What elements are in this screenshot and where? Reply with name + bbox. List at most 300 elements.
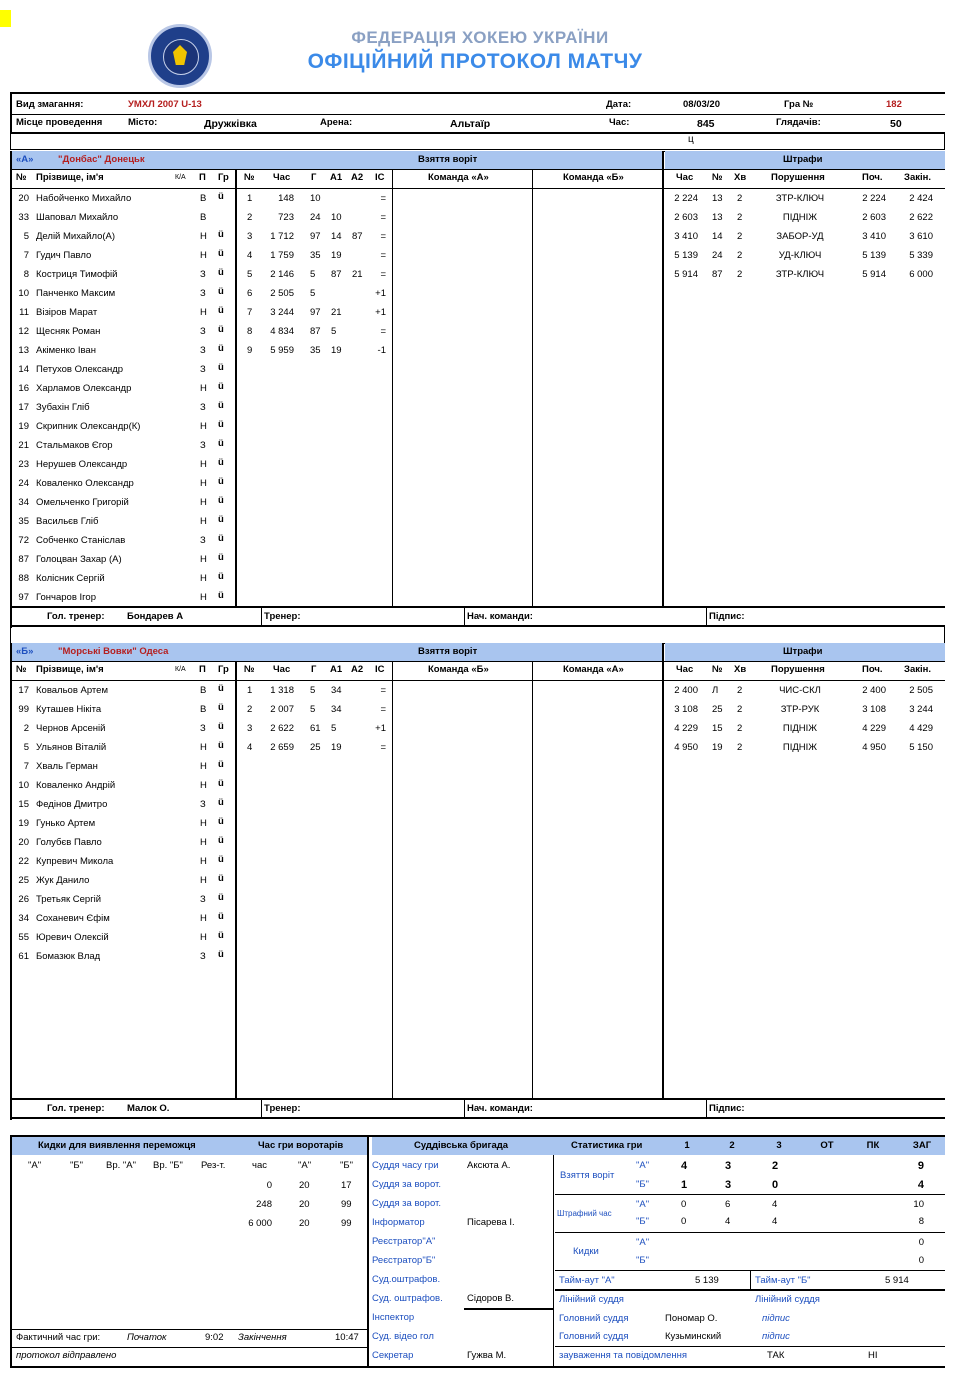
col-violation: Порушення (771, 172, 825, 183)
player-played-mark: ü (218, 362, 224, 373)
place-label: Місце проведення (16, 117, 103, 128)
competition-label: Вид змагання: (16, 99, 84, 110)
goal-time: 2 622 (270, 723, 294, 734)
goal-assist1: 34 (331, 685, 342, 696)
player-name: Харламов Олександр (36, 383, 132, 394)
divider (261, 1098, 262, 1118)
penalty-violation: ЧИС-СКЛ (779, 685, 821, 696)
head-ref-label-2: Головний суддя (559, 1331, 629, 1342)
penalty-violation: ПІДНІЖ (782, 723, 818, 734)
stat-p3: 0 (772, 1179, 779, 1191)
goal-assist1: 19 (331, 250, 342, 261)
goal-scorer: 97 (310, 307, 321, 318)
divider (12, 680, 945, 681)
referee-role: Інформатор (372, 1217, 425, 1228)
col-assist1: А1 (330, 664, 343, 675)
penalty-violation: ЗТР-КЛЮЧ (775, 193, 825, 204)
player-position: В (200, 193, 207, 204)
stat-p1: 0 (681, 1216, 687, 1227)
timeout-b-label: Тайм-аут "Б" (755, 1275, 811, 1286)
player-name: Зубахін Гліб (36, 402, 90, 413)
player-position: З (200, 440, 206, 451)
player-number: 87 (18, 554, 29, 565)
player-played-mark: ü (218, 721, 224, 732)
trainer-label: Тренер: (264, 1103, 301, 1114)
goal-scorer: 24 (310, 212, 321, 223)
goal-scorer: 35 (310, 250, 321, 261)
goal-number: 5 (247, 269, 253, 280)
timeout-b-value: 5 914 (885, 1275, 909, 1286)
player-played-mark: ü (218, 457, 224, 468)
divider (261, 606, 262, 626)
signature-1: підпис (762, 1313, 790, 1324)
shootout-col: Вр. "Б" (153, 1160, 183, 1171)
stat-total: 9 (917, 1160, 924, 1172)
player-position: Н (200, 554, 207, 565)
timeout-a-value: 5 139 (695, 1275, 719, 1286)
player-name: Федінов Дмитро (36, 799, 108, 810)
player-played-mark: ü (218, 229, 224, 240)
player-played-mark: ü (218, 305, 224, 316)
referee-role: Реєстратор"Б" (372, 1255, 436, 1266)
hockey-federation-logo-icon (148, 24, 212, 88)
goalie-a: 20 (299, 1218, 310, 1229)
remarks-yes: ТАК (767, 1350, 785, 1361)
signature-2: підпис (762, 1331, 790, 1342)
player-played-mark: ü (218, 191, 224, 202)
col-ka: К/А (175, 174, 186, 181)
period-header: 3 (776, 1140, 782, 1151)
penalty-start: 4 229 (862, 723, 886, 734)
goalie-a: 20 (299, 1199, 310, 1210)
goal-number: 6 (247, 288, 253, 299)
player-name: Юревич Олексій (36, 932, 109, 943)
player-number: 10 (18, 288, 29, 299)
col-pen-end: Закін. (904, 172, 932, 183)
goal-strength: -1 (377, 345, 386, 356)
goal-assist1: 10 (331, 212, 342, 223)
goal-strength: +1 (375, 288, 386, 299)
penalty-time: 2 224 (674, 193, 698, 204)
penalty-end: 3 610 (909, 231, 933, 242)
player-number: 15 (18, 799, 29, 810)
player-played-mark: ü (218, 873, 224, 884)
city-value: Дружківка (204, 118, 257, 130)
goal-strength: = (380, 704, 386, 715)
referee-name: Сідоров В. (467, 1293, 515, 1304)
player-name: Акіменко Іван (36, 345, 96, 356)
goal-number: 3 (247, 723, 253, 734)
col-goal-no: № (244, 172, 255, 183)
shootout-col: Рез-т. (201, 1160, 226, 1171)
corner-marker (0, 10, 11, 27)
player-played-mark: ü (218, 267, 224, 278)
player-position: Н (200, 932, 207, 943)
divider (464, 1098, 465, 1118)
head-ref-2: Кузьминский (665, 1331, 722, 1342)
head-coach-label: Гол. тренер: (47, 1103, 105, 1114)
player-played-mark: ü (218, 911, 224, 922)
player-played-mark: ü (218, 930, 224, 941)
goal-strength: = (380, 212, 386, 223)
penalty-minutes: 2 (737, 212, 743, 223)
player-played-mark: ü (218, 892, 224, 903)
player-number: 72 (18, 535, 29, 546)
player-name: Голоцван Захар (А) (36, 554, 122, 565)
player-position: Н (200, 478, 207, 489)
player-number: 99 (18, 704, 29, 715)
col-team1: Команда «Б» (428, 664, 489, 675)
goal-time: 1 712 (270, 231, 294, 242)
team-chief-label: Нач. команди: (467, 1103, 533, 1114)
referee-role: Секретар (372, 1350, 414, 1361)
penalty-minutes: 2 (737, 704, 743, 715)
player-position: З (200, 799, 206, 810)
player-number: 21 (18, 440, 29, 451)
referee-role: Суддя за ворот. (372, 1179, 441, 1190)
stat-p3: 2 (772, 1160, 779, 1172)
goal-strength: = (380, 193, 386, 204)
goalie-time-title: Час гри воротарів (258, 1140, 344, 1151)
referee-role: Інспектор (372, 1312, 415, 1323)
player-number: 34 (18, 497, 29, 508)
player-played-mark: ü (218, 778, 224, 789)
period-header: ПК (866, 1140, 880, 1151)
penalty-player: 15 (712, 723, 723, 734)
penalty-violation: ЗТР-РУК (780, 704, 820, 715)
goal-scorer: 5 (310, 685, 316, 696)
referee-role: Суддя за ворот. (372, 1198, 441, 1209)
divider (12, 169, 945, 170)
col-pen-min: Хв (734, 172, 747, 183)
divider (555, 1289, 945, 1291)
player-played-mark: ü (218, 248, 224, 259)
goal-number: 2 (247, 212, 253, 223)
signature-label: Підпис: (709, 611, 745, 622)
referee-role: Суддя часу гри (372, 1160, 439, 1171)
player-name: Коваленко Андрій (36, 780, 116, 791)
col-pen-time: Час (676, 172, 694, 183)
penalty-end: 2 424 (909, 193, 933, 204)
player-played-mark: ü (218, 702, 224, 713)
player-name: Ульянов Віталій (36, 742, 107, 753)
player-number: 22 (18, 856, 29, 867)
city-label: Місто: (128, 117, 158, 128)
player-position: Н (200, 250, 207, 261)
divider (464, 606, 465, 626)
arena-label: Арена: (320, 117, 353, 128)
player-name: Панченко Максим (36, 288, 116, 299)
stat-team: "А" (636, 1160, 650, 1171)
goalie-b: 99 (341, 1218, 352, 1229)
goalie-b: 99 (341, 1199, 352, 1210)
penalty-end: 5 150 (909, 742, 933, 753)
player-number: 23 (18, 459, 29, 470)
goalie-time: 0 (266, 1180, 272, 1191)
goal-assist1: 21 (331, 307, 342, 318)
col-pen-start: Поч. (862, 172, 883, 183)
col-ic: ІС (375, 664, 385, 675)
protocol-title: ОФІЦІЙНИЙ ПРОТОКОЛ МАТЧУ (307, 50, 643, 73)
col-name: Прізвище, ім'я (36, 172, 104, 183)
player-number: 5 (23, 231, 29, 242)
player-position: Н (200, 383, 207, 394)
penalty-end: 6 000 (909, 269, 933, 280)
col-pen-no: № (712, 172, 723, 183)
divider (10, 1117, 945, 1119)
player-name: Скрипник Олександр(К) (36, 421, 141, 432)
player-position: З (200, 402, 206, 413)
stat-total: 0 (918, 1255, 924, 1266)
divider (662, 643, 664, 1098)
player-position: В (200, 704, 207, 715)
player-position: З (200, 288, 206, 299)
divider (750, 1270, 751, 1289)
player-number: 33 (18, 212, 29, 223)
stat-p1: 0 (681, 1199, 687, 1210)
player-number: 24 (18, 478, 29, 489)
player-position: Н (200, 913, 207, 924)
remarks-no: НІ (868, 1350, 878, 1361)
goal-time: 3 244 (270, 307, 294, 318)
divider (555, 1232, 945, 1233)
goal-assist2: 87 (352, 231, 363, 242)
referee-name: Пісарева І. (467, 1217, 515, 1228)
goals-title: Взяття воріт (418, 154, 478, 165)
col-assist2: А2 (351, 664, 364, 675)
shots-stat-label: Кидки (573, 1246, 599, 1257)
player-number: 8 (23, 269, 29, 280)
goal-number: 4 (247, 250, 253, 261)
divider (12, 188, 945, 189)
end-value: 10:47 (335, 1332, 359, 1343)
player-position: З (200, 535, 206, 546)
player-played-mark: ü (218, 590, 224, 601)
stat-team: "Б" (636, 1255, 649, 1266)
player-position: В (200, 685, 207, 696)
col-violation: Порушення (771, 664, 825, 675)
player-played-mark: ü (218, 816, 224, 827)
linesman-1: Лінійний суддя (559, 1294, 624, 1305)
goal-assist2: 21 (352, 269, 363, 280)
penalty-start: 3 410 (862, 231, 886, 242)
penalty-start: 2 400 (862, 685, 886, 696)
federation-title: ФЕДЕРАЦІЯ ХОКЕЮ УКРАЇНИ (351, 28, 609, 47)
player-name: Набойченко Михайло (36, 193, 132, 204)
period-header: 2 (729, 1140, 735, 1151)
goal-assist1: 87 (331, 269, 342, 280)
player-played-mark: ü (218, 759, 224, 770)
goals-stat-label: Взяття воріт (560, 1170, 615, 1181)
divider (706, 606, 707, 626)
col-gr: Гр (218, 664, 229, 675)
player-position: З (200, 723, 206, 734)
goal-number: 1 (247, 685, 253, 696)
penalty-start: 2 224 (862, 193, 886, 204)
date-label: Дата: (606, 99, 632, 110)
penalty-start: 5 914 (862, 269, 886, 280)
col-team2: Команда «Б» (563, 172, 624, 183)
divider (553, 1155, 554, 1367)
player-played-mark: ü (218, 476, 224, 487)
referee-role: Суд. відео гол (372, 1331, 434, 1342)
player-name: Візіров Марат (36, 307, 98, 318)
player-number: 16 (18, 383, 29, 394)
stat-total: 8 (918, 1216, 924, 1227)
player-name: Васильєв Гліб (36, 516, 99, 527)
player-name: Соханевич Єфім (36, 913, 110, 924)
penalty-minutes: 2 (737, 250, 743, 261)
stat-total: 4 (917, 1179, 924, 1191)
player-position: Н (200, 231, 207, 242)
referee-team-title: Суддівська бригада (414, 1140, 509, 1151)
goal-time: 4 834 (270, 326, 294, 337)
team-name: "Морські Вовки" Одеса (58, 646, 169, 657)
player-name: Нерушев Олександр (36, 459, 128, 470)
time-label: Час: (609, 117, 630, 128)
player-number: 19 (18, 818, 29, 829)
player-position: З (200, 894, 206, 905)
player-position: Н (200, 742, 207, 753)
player-played-mark: ü (218, 533, 224, 544)
goal-number: 1 (247, 193, 253, 204)
col-pen-no: № (712, 664, 723, 675)
player-name: Чернов Арсеній (36, 723, 106, 734)
penalty-minutes: 2 (737, 231, 743, 242)
goal-number: 8 (247, 326, 253, 337)
goal-strength: +1 (375, 307, 386, 318)
penalty-player: 14 (712, 231, 723, 242)
goal-number: 4 (247, 742, 253, 753)
penalty-player: 13 (712, 193, 723, 204)
actual-time-label: Фактичний час гри: (16, 1332, 101, 1343)
player-name: Омельченко Григорій (36, 497, 129, 508)
col-pen-min: Хв (734, 664, 747, 675)
player-name: Стальмаков Єгор (36, 440, 113, 451)
col-pen-start: Поч. (862, 664, 883, 675)
penalty-end: 5 339 (909, 250, 933, 261)
player-played-mark: ü (218, 571, 224, 582)
penalty-player: Л (712, 685, 719, 696)
player-played-mark: ü (218, 683, 224, 694)
period-header: ЗАГ (912, 1140, 932, 1151)
col-assist2: А2 (351, 172, 364, 183)
player-position: З (200, 951, 206, 962)
goals-title: Взяття воріт (418, 646, 478, 657)
penalty-time: 3 108 (674, 704, 698, 715)
col-no: № (16, 172, 27, 183)
goal-time: 2 659 (270, 742, 294, 753)
trainer-label: Тренер: (264, 611, 301, 622)
penalty-end: 2 622 (909, 212, 933, 223)
penalty-end: 2 505 (909, 685, 933, 696)
stat-team: "Б" (636, 1179, 649, 1190)
player-number: 13 (18, 345, 29, 356)
stat-p2: 3 (725, 1160, 732, 1172)
player-position: З (200, 345, 206, 356)
player-number: 17 (18, 402, 29, 413)
stat-team: "А" (636, 1199, 650, 1210)
goal-scorer: 25 (310, 742, 321, 753)
time-value: 845 (697, 118, 715, 130)
col-pen-time: Час (676, 664, 694, 675)
player-position: Н (200, 761, 207, 772)
spectators-label: Глядачів: (776, 117, 821, 128)
penalty-player: 25 (712, 704, 723, 715)
player-name: Шаповал Михайло (36, 212, 119, 223)
goal-scorer: 97 (310, 231, 321, 242)
player-position: Н (200, 818, 207, 829)
divider (532, 661, 533, 1098)
penalty-violation: ЗТР-КЛЮЧ (775, 269, 825, 280)
divider (662, 151, 664, 606)
shootout-col: "Б" (70, 1160, 83, 1171)
col-goal-no: № (244, 664, 255, 675)
blank-row (10, 132, 945, 150)
goalie-col: час (252, 1160, 267, 1171)
player-played-mark: ü (218, 797, 224, 808)
penalty-stat-label: Штрафний час (557, 1209, 612, 1218)
stat-p1: 1 (681, 1179, 688, 1191)
player-number: 11 (19, 307, 29, 318)
game-label: Гра № (784, 99, 814, 110)
player-name: Щесняк Роман (36, 326, 101, 337)
player-position: Н (200, 592, 207, 603)
goalie-time: 248 (256, 1199, 272, 1210)
col-pen-end: Закін. (904, 664, 932, 675)
referee-role: Реєстратор"А" (372, 1236, 436, 1247)
player-name: Куташев Нікіта (36, 704, 102, 715)
game-value: 182 (886, 99, 902, 110)
divider (12, 661, 945, 662)
penalty-minutes: 2 (737, 193, 743, 204)
goal-strength: = (380, 685, 386, 696)
penalty-violation: УД-КЛЮЧ (778, 250, 822, 261)
goal-scorer: 61 (310, 723, 321, 734)
goal-time: 2 007 (270, 704, 294, 715)
penalty-end: 3 244 (909, 704, 933, 715)
col-goal-scorer: Г (311, 664, 317, 675)
goal-time: 2 146 (270, 269, 294, 280)
goal-time: 1 759 (270, 250, 294, 261)
stat-p1: 4 (681, 1160, 688, 1172)
player-position: Н (200, 573, 207, 584)
goal-assist1: 19 (331, 742, 342, 753)
player-name: Голубєв Павло (36, 837, 102, 848)
separator-row (10, 626, 945, 644)
penalty-minutes: 2 (737, 269, 743, 280)
team-tag: «А» (16, 154, 34, 165)
player-name: Хваль Герман (36, 761, 98, 772)
divider (464, 1308, 554, 1310)
period-header: ОТ (820, 1140, 834, 1151)
penalty-minutes: 2 (737, 742, 743, 753)
stat-p3: 4 (772, 1216, 778, 1227)
shootout-col: Вр. "А" (106, 1160, 136, 1171)
player-played-mark: ü (218, 740, 224, 751)
head-coach-name: Бондарев А (127, 611, 184, 622)
penalty-start: 5 139 (862, 250, 886, 261)
period-header: 1 (684, 1140, 690, 1151)
linesman-2: Лінійний суддя (755, 1294, 820, 1305)
referee-role: Суд. оштрафов. (372, 1293, 443, 1304)
player-number: 34 (18, 913, 29, 924)
penalty-time: 5 139 (674, 250, 698, 261)
divider (392, 169, 393, 606)
col-p: П (199, 664, 206, 675)
penalty-start: 2 603 (862, 212, 886, 223)
goal-time: 5 959 (270, 345, 294, 356)
